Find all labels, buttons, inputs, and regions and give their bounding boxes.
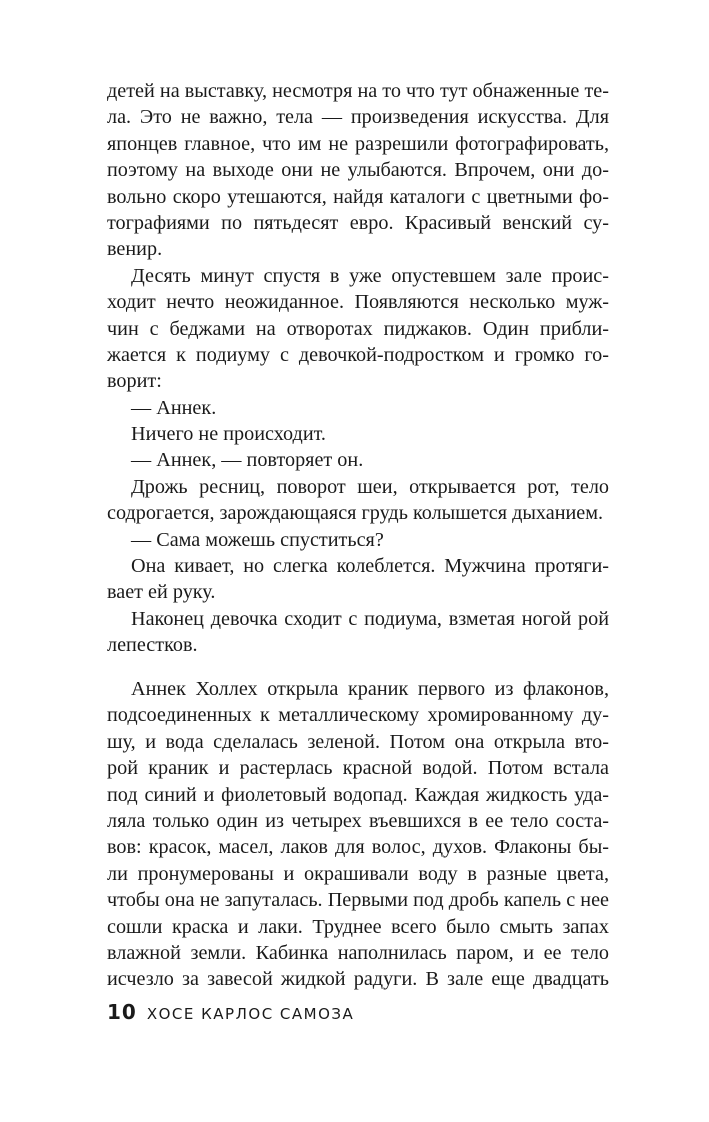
page-footer [107, 1000, 354, 1024]
text-line: рой краник и растерлась красной водой. Потом встала [107, 757, 609, 780]
text-line: Она кивает, но слегка колеблется. Мужчина протяги- [131, 555, 609, 578]
text-line: исчезло за завесой жидкой радуги. В зале еще двадцать [107, 968, 609, 991]
text-line: содрогается, зарождающаяся грудь колышется дыханием. [107, 502, 604, 525]
running-head: ХОСЕ КАРЛОС САМОЗА [146, 1005, 355, 1023]
text-line: вает ей руку. [107, 581, 216, 604]
text-line: венир. [107, 238, 163, 261]
text-line: вов: красок, масел, лаков для волос, духов. Флаконы бы- [107, 836, 609, 859]
text-line: под синий и фиолетовый водопад. Каждая жидкость уда- [107, 783, 609, 806]
dialogue-line: — Аннек. [131, 396, 217, 419]
text-line: поэтому на выходе они не улыбаются. Впрочем, они до- [107, 159, 609, 182]
text-block-lower [107, 676, 609, 993]
text-line: японцев главное, что им не разрешили фотографировать, [107, 132, 609, 155]
text-line: детей на выставку, несмотря на то что тут обнаженные те- [107, 80, 609, 102]
text-line: вольно скоро утешаются, найдя каталоги с цветными фо- [107, 185, 609, 208]
text-line: лепестков. [107, 634, 198, 657]
text-line: чин с беджами на отворотах пиджаков. Один прибли- [107, 317, 609, 340]
text-line: Аннек Холлех открыла краник первого из флаконов, [131, 678, 609, 700]
text-line: влажной земли. Кабинка наполнилась паром, и ее тело [107, 941, 609, 964]
text-line: ли пронумерованы и окрашивали воду в разные цвета, [107, 862, 609, 885]
text-line: Десять минут спустя в уже опустевшем зале проис- [131, 264, 609, 287]
text-line: сошли краска и лаки. Труднее всего было смыть запах [107, 915, 609, 938]
text-block-upper [107, 78, 609, 659]
text-line: шу, и вода сделалась зеленой. Потом она открыла вто- [107, 730, 609, 753]
text-line: ляла только один из четырех въевшихся в ее тело соста- [107, 809, 609, 832]
text-line: чтобы она не запуталась. Первыми под дробь капель с нее [107, 889, 609, 912]
text-line: подсоединенных к металлическому хромированному ду- [107, 704, 609, 727]
text-line: ходит нечто неожиданное. Появляются несколько муж- [107, 291, 609, 314]
page-number: 10 [107, 1000, 137, 1024]
text-line: ворит: [107, 370, 162, 393]
text-line: жается к подиуму с девочкой-подростком и громко го- [107, 343, 609, 366]
text-line: тографиями по пятьдесят евро. Красивый венский су- [107, 211, 609, 234]
dialogue-line: — Аннек, — повторяет он. [131, 449, 364, 472]
text-line: Дрожь ресниц, поворот шеи, открывается рот, тело [131, 475, 609, 498]
dialogue-line: — Сама можешь спуститься? [131, 528, 384, 551]
text-line: ла. Это не важно, тела — произведения искусства. Для [107, 106, 609, 129]
text-line: Ничего не происходит. [131, 423, 326, 446]
text-line: Наконец девочка сходит с подиума, взметая ногой рой [131, 607, 609, 630]
